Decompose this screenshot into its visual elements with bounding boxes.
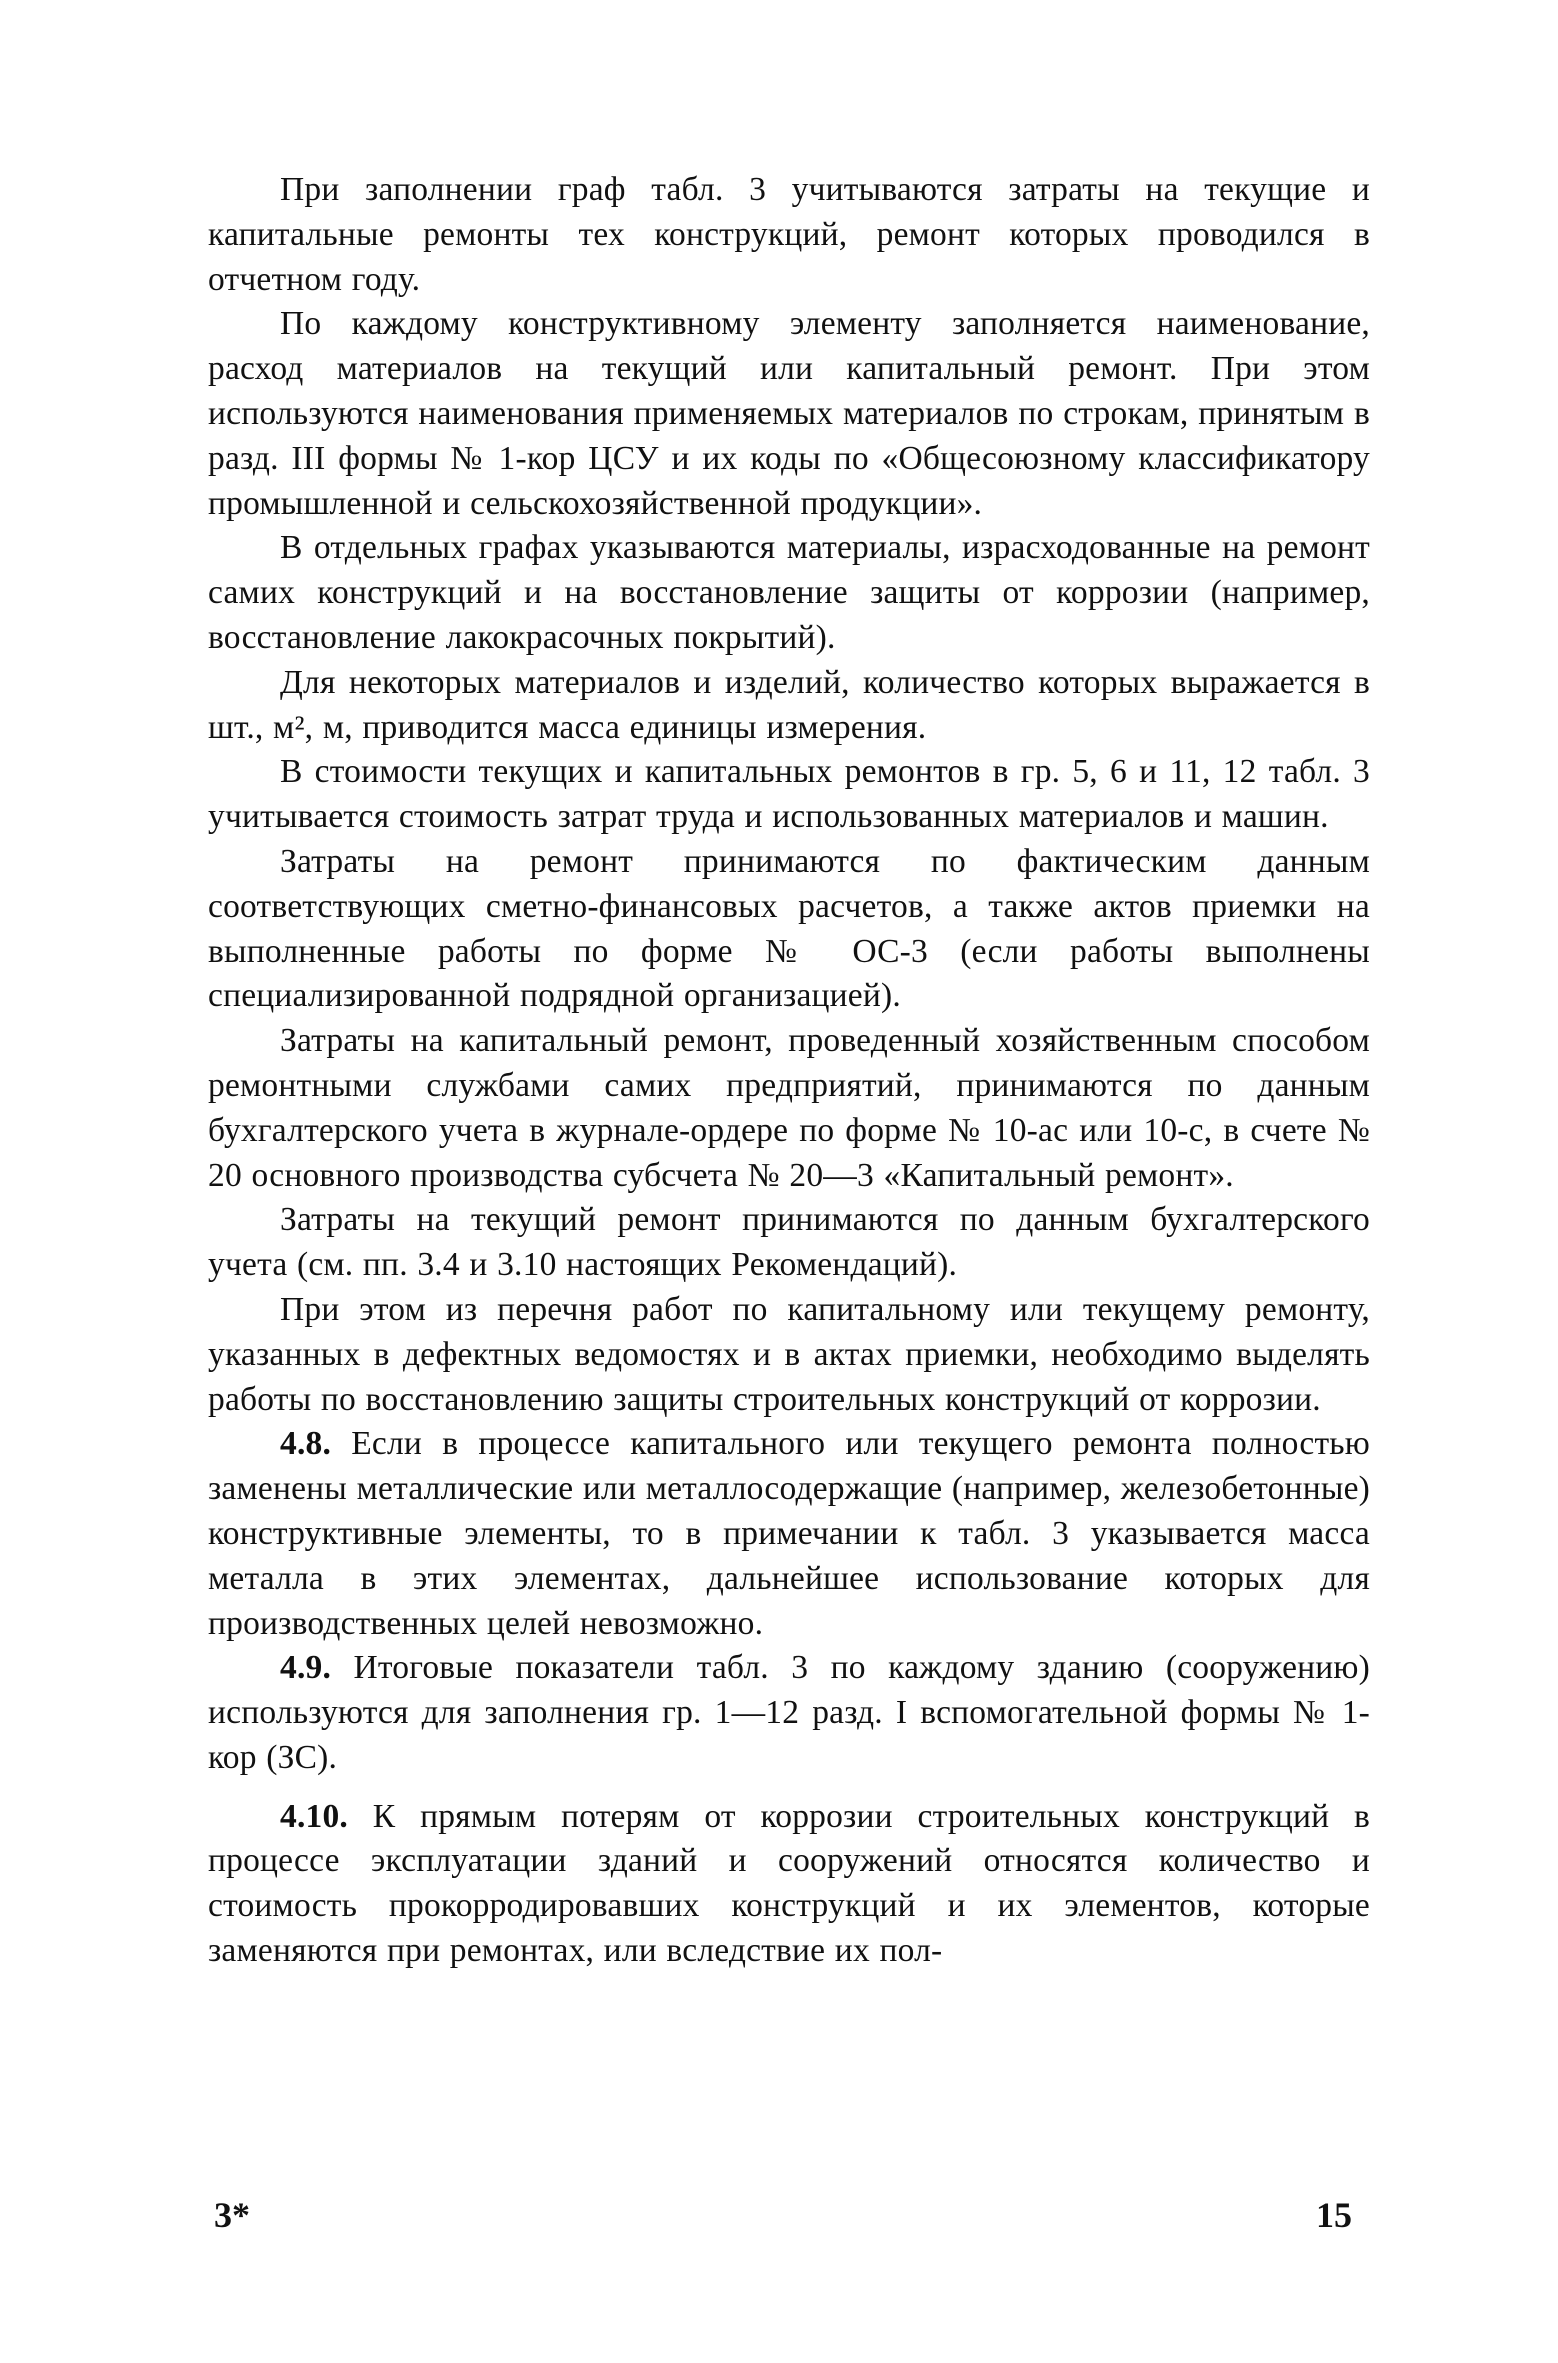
section-text: Итоговые показатели табл. 3 по каждому зданию (сооружению) используются для заполнения гр. 1—12 разд. I вспомогательной формы № 1-кор (ЗС). <box>208 1649 1370 1776</box>
paragraph-5: В стоимости текущих и капитальных ремонтов в гр. 5, 6 и 11, 12 табл. 3 учитывается стоимость затрат труда и использованных материалов и машин. <box>208 753 1370 836</box>
section-text: Если в процессе капитального или текущего ремонта полностью заменены металлические или металлосодержащие (например, железобетонные) конструктивные элементы, то в примечании к табл. 3 указывается масса металла в этих элементах, дальнейшее использование которых для производственных целей невозможно. <box>208 1425 1370 1642</box>
page-number: 15 <box>1316 2195 1352 2235</box>
section-number: 4.10. <box>280 1797 348 1835</box>
paragraph-8: Затраты на текущий ремонт принимаются по данным бухгалтерского учета (см. пп. 3.4 и 3.10 настоящих Рекомендаций). <box>208 1201 1370 1284</box>
page-body <box>208 168 1370 1974</box>
paragraph-1: При заполнении граф табл. 3 учитываются затраты на текущие и капитальные ремонты тех конструкций, ремонт которых проводился в отчетном году. <box>208 171 1370 298</box>
section-4-9 <box>208 1646 1370 1780</box>
signature-mark: 3* <box>214 2195 250 2235</box>
paragraph-7: Затраты на капитальный ремонт, проведенный хозяйственным способом ремонтными службами самих предприятий, принимаются по данным бухгалтерского учета в журнале-ордере по форме № 10-ас или 10-с, в счете № 20 основного производства субсчета № 20—3 «Капитальный ремонт». <box>208 1022 1370 1194</box>
paragraph-4: Для некоторых материалов и изделий, количество которых выражается в шт., м², м, приводится масса единицы измерения. <box>208 663 1370 746</box>
paragraph-3: В отдельных графах указываются материалы, израсходованные на ремонт самих конструкций и на восстановление защиты от коррозии (например, восстановление лакокрасочных покрытий). <box>208 529 1370 656</box>
section-number: 4.9. <box>280 1649 332 1687</box>
section-number: 4.8. <box>280 1425 332 1463</box>
paragraph-2: По каждому конструктивному элементу заполняется наименование, расход материалов на текущий или капитальный ремонт. При этом используются наименования применяемых материалов по строкам, принятым в разд. III формы № 1-кор ЦСУ и их коды по «Общесоюзному классификатору промышленной и сельскохозяйственной продукции». <box>208 305 1370 522</box>
section-4-10 <box>208 1795 1370 1974</box>
paragraph-6: Затраты на ремонт принимаются по фактическим данным соответствующих сметно-финансовых расчетов, а также актов приемки на выполненные работы по форме № ОС-3 (если работы выполнены специализированной подрядной организацией). <box>208 842 1370 1015</box>
section-4-8 <box>208 1422 1370 1646</box>
paragraph-9: При этом из перечня работ по капитальному или текущему ремонту, указанных в дефектных ведомостях и в актах приемки, необходимо выделять работы по восстановлению защиты строительных конструкций от коррозии. <box>208 1290 1370 1418</box>
section-text: К прямым потерям от коррозии строительных конструкций в процессе эксплуатации зданий и сооружений относятся количество и стоимость прокорродировавших конструкций и их элементов, которые заменяются при ремонтах, или вследствие их пол- <box>208 1797 1370 1970</box>
